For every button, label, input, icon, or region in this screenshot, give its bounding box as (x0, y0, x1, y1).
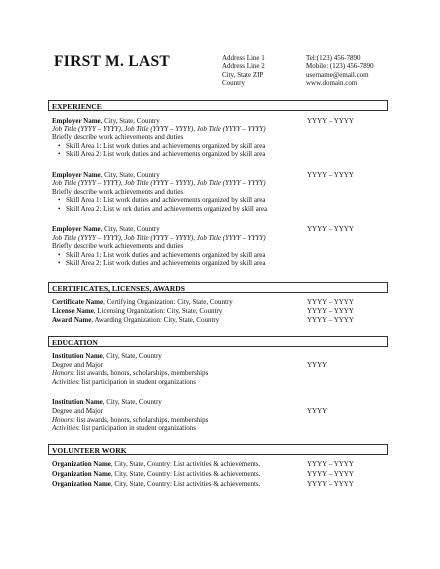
job-2-titles-text: Job Title (YYYY – YYYY), Job Title (YYYY – YYYY), Job Title (YYYY – YYYY) (52, 179, 266, 187)
contact-tel: Tel:(123) 456-7890 (306, 54, 361, 62)
award-dates: YYYY – YYYY (307, 316, 354, 324)
education-2-institution-line (52, 398, 162, 406)
education-2-location: , City, State, Country (102, 398, 162, 406)
job-1-titles (52, 125, 266, 133)
section-heading-education: EDUCATION (48, 336, 388, 347)
contact-mobile: Mobile: (123) 456-7890 (306, 62, 374, 71)
job-2-summary: Briefly describe work achievements and duties (52, 188, 184, 196)
job-3-bullet-2: • Skill Area 2: List work duties and achievements organized by skill area (66, 259, 266, 267)
volunteer-1-dates: YYYY – YYYY (307, 460, 354, 468)
job-3-titles (52, 234, 266, 242)
license-name: License Name (52, 307, 94, 315)
award-name: Award Name (52, 316, 92, 324)
job-3-dates: YYYY – YYYY (307, 225, 354, 233)
license-detail: , Licensing Organization: City, State, Country (93, 307, 223, 315)
job-1-bullet-1: • Skill Area 1: List work duties and achievements organized by skill area (66, 142, 266, 150)
job-2-employer: Employer Name (52, 171, 101, 179)
address-city: City, State ZIP (222, 70, 264, 79)
education-1-location: , City, State, Country (102, 352, 162, 360)
award-row (52, 316, 219, 324)
volunteer-3-detail: , City, State, Country: List activities & achievements. (110, 480, 261, 488)
job-3-summary: Briefly describe work achievements and duties (52, 242, 184, 250)
volunteer-3-dates: YYYY – YYYY (307, 480, 354, 488)
volunteer-3-row (52, 480, 260, 488)
section-heading-experience: EXPERIENCE (48, 100, 388, 111)
volunteer-2-dates: YYYY – YYYY (307, 470, 354, 478)
job-2-employer-line (52, 171, 160, 179)
job-1-dates: YYYY – YYYY (307, 117, 354, 125)
volunteer-3-name: Organization Name (52, 480, 111, 488)
job-1-employer-line (52, 117, 160, 125)
job-3-employer: Employer Name (52, 225, 101, 233)
education-2-honors-label: Honors (52, 416, 74, 424)
address-block (222, 54, 265, 87)
education-2-year: YYYY (307, 407, 328, 415)
job-1-location: , City, State, Country (100, 117, 160, 125)
education-1-honors-label: Honors (52, 369, 74, 377)
education-2-activities-text: : list participation in student organizations (78, 424, 196, 432)
contact-block (306, 54, 374, 87)
job-1-bullet-2: • Skill Area 2: List work duties and achievements organized by skill area (66, 150, 266, 158)
job-2-titles (52, 179, 266, 187)
job-1-titles-text: Job Title (YYYY – YYYY), Job Title (YYYY – YYYY), Job Title (YYYY – YYYY) (52, 125, 266, 133)
education-1-activities-label: Activities (52, 378, 79, 386)
education-2-degree: Degree and Major (52, 407, 103, 415)
contact-email: username@email.com (306, 70, 369, 79)
job-2-bullet-1: • Skill Area 1: List work duties and achievements organized by skill area (66, 196, 266, 204)
volunteer-1-name: Organization Name (52, 460, 111, 468)
job-3-bullet-1: • Skill Area 1: List work duties and achievements organized by skill area (66, 251, 266, 259)
education-1-year: YYYY (307, 361, 328, 369)
contact-website: www.domain.com (306, 78, 358, 87)
address-line-2: Address Line 2 (222, 62, 265, 71)
volunteer-1-detail: , City, State, Country: List activities & achievements. (110, 460, 261, 468)
address-country: Country (222, 78, 245, 87)
license-row (52, 307, 222, 315)
education-1-activities-text: : list participation in student organizations (78, 378, 196, 386)
certificate-dates: YYYY – YYYY (307, 298, 354, 306)
section-heading-volunteer: VOLUNTEER WORK (48, 444, 388, 455)
education-2-honors-text: : list awards, honors, scholarships, memberships (73, 416, 209, 424)
certificate-name: Certificate Name (52, 298, 104, 306)
job-1-summary: Briefly describe work achievements and duties (52, 133, 184, 141)
job-2-dates: YYYY – YYYY (307, 171, 354, 179)
education-2-activities (52, 424, 196, 432)
education-1-honors (52, 369, 208, 377)
certificate-row (52, 298, 233, 306)
job-3-titles-text: Job Title (YYYY – YYYY), Job Title (YYYY – YYYY), Job Title (YYYY – YYYY) (52, 234, 266, 242)
job-2-location: , City, State, Country (100, 171, 160, 179)
job-2-bullet-2: • Skill Area 2: List w ork duties and achievements organized by skill area (66, 205, 267, 213)
section-heading-certificates: CERTIFICATES, LICENSES, AWARDS (48, 282, 388, 293)
education-1-honors-text: : list awards, honors, scholarships, memberships (73, 369, 209, 377)
volunteer-2-detail: , City, State, Country: List activities & achievements. (110, 470, 261, 478)
license-dates: YYYY – YYYY (307, 307, 354, 315)
education-1-institution-line (52, 352, 162, 360)
certificate-detail: , Certifying Organization: City, State, Country (103, 298, 233, 306)
job-3-employer-line (52, 225, 160, 233)
volunteer-2-row (52, 470, 260, 478)
job-3-location: , City, State, Country (100, 225, 160, 233)
education-2-activities-label: Activities (52, 424, 79, 432)
candidate-name: FIRST M. LAST (54, 53, 171, 70)
education-1-institution: Institution Name (52, 352, 103, 360)
education-1-degree: Degree and Major (52, 361, 103, 369)
education-2-honors (52, 416, 208, 424)
award-detail: , Awarding Organization: City, State, Country (91, 316, 220, 324)
address-line-1: Address Line 1 (222, 54, 265, 62)
volunteer-2-name: Organization Name (52, 470, 111, 478)
job-1-employer: Employer Name (52, 117, 101, 125)
volunteer-1-row (52, 460, 260, 468)
education-2-institution: Institution Name (52, 398, 103, 406)
education-1-activities (52, 378, 196, 386)
